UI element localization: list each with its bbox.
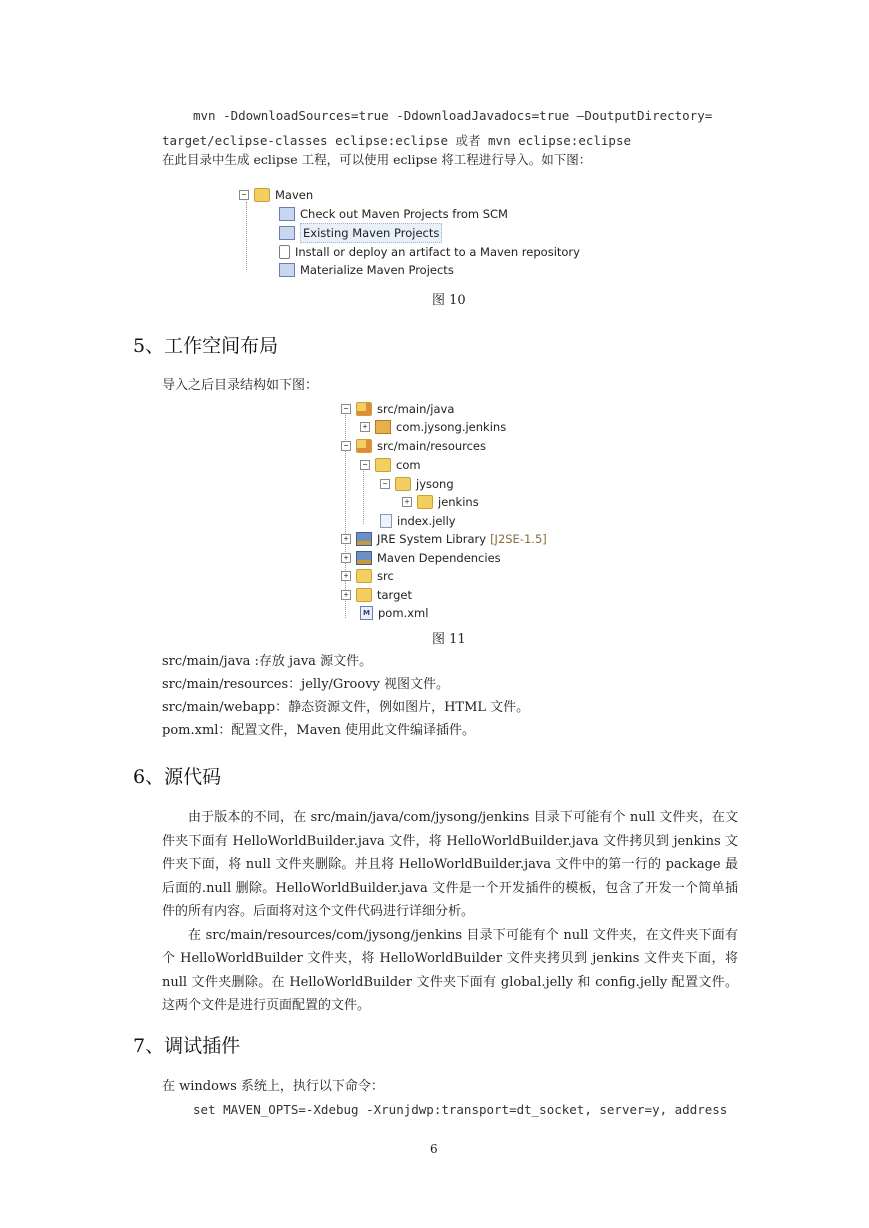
section-6-heading: 6、源代码: [133, 766, 222, 788]
tree-node-src: + src: [341, 567, 394, 585]
section-5-line-4: pom.xml：配置文件，Maven 使用此文件编译插件。: [162, 723, 476, 738]
folder-icon: [395, 477, 411, 491]
section-5-intro: 导入之后目录结构如下图：: [162, 378, 319, 393]
page-number: 6: [430, 1142, 438, 1156]
source-folder-icon: [356, 402, 372, 416]
tree-item-existing: Existing Maven Projects: [279, 224, 442, 242]
tree-node-jysong: − jysong: [380, 475, 454, 493]
figure-11-caption: 图 11: [432, 632, 466, 647]
code-line-1: mvn -DdownloadSources=true -DdownloadJavadocs=true –DoutputDirectory=: [193, 108, 713, 123]
file-icon: [380, 514, 392, 528]
tree-node-maven-deps: + Maven Dependencies: [341, 549, 501, 567]
collapse-icon: −: [341, 404, 351, 414]
tree-item-materialize: Materialize Maven Projects: [279, 261, 454, 279]
library-icon: [356, 551, 372, 565]
section-6-body: [162, 806, 738, 1018]
expand-icon: +: [341, 534, 351, 544]
maven-project-icon: [279, 226, 295, 240]
package-icon: [375, 420, 391, 434]
expand-icon: +: [341, 590, 351, 600]
expand-icon: +: [402, 497, 412, 507]
section-7-intro: 在 windows 系统上，执行以下命令：: [162, 1079, 384, 1094]
section-7-heading: 7、调试插件: [133, 1035, 241, 1057]
tree-node-src-main-java: − src/main/java: [341, 400, 454, 418]
section-6-paragraph-2: 在 src/main/resources/com/jysong/jenkins 目录下可能有个 null 文件夹，在文件夹下面有个 HelloWorldBuilder 文件夹，将 HelloWorldBuilder 文件夹拷贝到 jenkins 文件夹下面，将 null 文件夹删除。在 HelloWorldBuilder 文件夹下面有 global.jelly 和 config.jelly 配置文件。这两个文件是进行页面配置的文件。: [162, 927, 738, 1013]
jar-icon: [279, 245, 290, 259]
maven-project-icon: [279, 263, 295, 277]
expand-icon: +: [341, 571, 351, 581]
source-folder-icon: [356, 439, 372, 453]
folder-icon: [356, 569, 372, 583]
tree-node-maven: − Maven: [239, 186, 313, 204]
folder-icon: [356, 588, 372, 602]
tree-item-install: Install or deploy an artifact to a Maven repository: [279, 243, 580, 261]
folder-icon: [254, 188, 270, 202]
figure-10-caption: 图 10: [432, 293, 466, 308]
collapse-icon: −: [341, 441, 351, 451]
folder-icon: [417, 495, 433, 509]
section-5-line-3: src/main/webapp：静态资源文件，例如图片，HTML 文件。: [162, 700, 530, 715]
folder-icon: [375, 458, 391, 472]
section-5-heading: 5、工作空间布局: [133, 335, 279, 357]
tree-node-pom: M pom.xml: [360, 604, 428, 622]
collapse-icon: −: [360, 460, 370, 470]
figure-10-screenshot: [221, 180, 580, 279]
tree-item-checkout: Check out Maven Projects from SCM: [279, 205, 508, 223]
tree-node-com: − com: [360, 456, 421, 474]
section-7-code: set MAVEN_OPTS=-Xdebug -Xrunjdwp:transport=dt_socket, server=y, address: [193, 1102, 728, 1117]
library-icon: [356, 532, 372, 546]
tree-node-jre: + JRE System Library [J2SE-1.5]: [341, 530, 547, 548]
figure-11-screenshot: [336, 397, 546, 623]
tree-node-jenkins: + jenkins: [402, 493, 479, 511]
tree-node-target: + target: [341, 586, 412, 604]
code-line-2: target/eclipse-classes eclipse:eclipse 或者 mvn eclipse:eclipse: [162, 133, 632, 148]
tree-node-package: + com.jysong.jenkins: [360, 418, 506, 436]
maven-project-icon: [279, 207, 295, 221]
section-5-line-2: src/main/resources：jelly/Groovy 视图文件。: [162, 677, 450, 692]
maven-file-icon: M: [360, 606, 373, 620]
expand-icon: +: [341, 553, 351, 563]
tree-node-index-jelly: index.jelly: [380, 512, 456, 530]
section-5-line-1: src/main/java :存放 java 源文件。: [162, 654, 373, 669]
tree-node-src-main-resources: − src/main/resources: [341, 437, 486, 455]
section-6-paragraph-1: 由于版本的不同，在 src/main/java/com/jysong/jenkins 目录下可能有个 null 文件夹，在文件夹下面有 HelloWorldBuilder.java 文件，将 HelloWorldBuilder.java 文件拷贝到 jenkins 文件夹下面，将 null 文件夹删除。并且将 HelloWorldBuilder.java 文件中的第一行的 package 最后面的.null 删除。HelloWorldBuilder.java 文件是一个开发插件的模板，包含了开发一个简单插件的所有内容。后面将对这个文件代码进行详细分析。: [162, 810, 738, 919]
expand-icon: +: [360, 422, 370, 432]
intro-line: 在此目录中生成 eclipse 工程，可以使用 eclipse 将工程进行导入。如下图：: [162, 152, 592, 167]
collapse-icon: −: [380, 479, 390, 489]
collapse-icon: −: [239, 190, 249, 200]
